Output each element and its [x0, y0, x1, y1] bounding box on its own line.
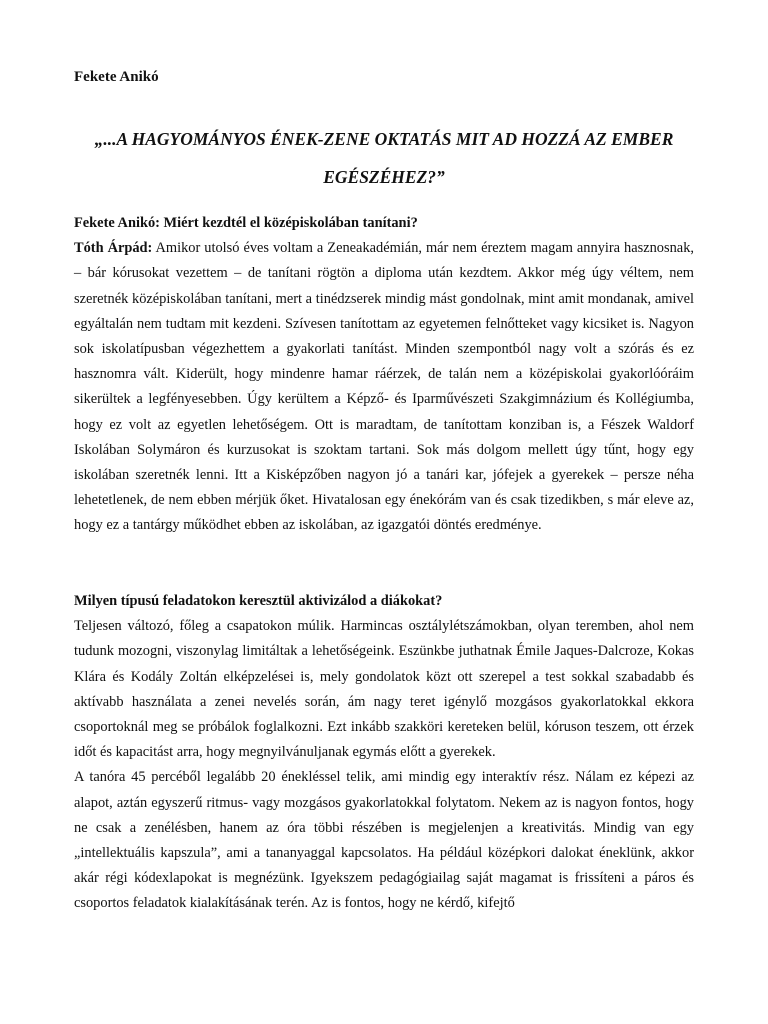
paragraph-3: A tanóra 45 percéből legalább 20 énekléssel telik, ami mindig egy interaktív rész. Nálam ez képezi az alapot, aztán egyszerű ritmus- vagy mozgásos gyakorlatokkal folytatom. Nekem az is nagyon fontos, hogy ne csak a zenélésben, hanem az óra többi részében is megjelenjen a kreativitás. Mindig van egy „intellektuális kapszula”, ami a tananyaggal kapcsolatos. Ha például középkori dalokat éneklünk, akkor akár régi kódexlapokat is megnézünk. Igyekszem pedagógiailag saját magamat is frissíteni a páros és csoportos feladatok kialakításának terén. Az is fontos, hogy ne kérdő, kifejtő — [74, 769, 694, 912]
answer-1-text: Amikor utolsó éves voltam a Zeneakadémián, már nem éreztem magam annyira hasznosnak, – bár kórusokat vezettem – de tanítani rögtön a diploma után kezdtem. Akkor még úgy véltem, nem szeretnék középiskolában tanítani, mert a tinédzserek mindig mást gondolnak, mint amit mondanak, amivel egyáltalán nem tudtam mit kezdeni. Szívesen tanítottam az egyetemen felnőtteket vagy kicsiket is. Nagyon sok iskolatípusban végezhettem a gyakorlati tanítást. Minden szempontból nagy volt a szórás és ez hasznomra vált. Kiderült, hogy mindenre hamar ráérzek, de talán nem a középiskolai gyakorlóóráim sikerültek a legfényesebben. Úgy kerültem a Képző- és Iparművészeti Szakgimnázium és Kollégiumba, hogy ez volt az egyetlen lehetőségem. Ott is maradtam, de tanítottam konziban is, a Fészek Waldorf Iskolában Solymáron és kurzusokat is szoktam tartani. Sok más dolgom mellett úgy tűnt, hogy egy iskolában szeretnék lenni. Itt a Kisképzőben nagyon jó a tanári kar, jófejek a gyerekek – persze néha lehetetlenek, de nem ebben mérjük őket. Hivatalosan egy énekórám van és csak tizedikben, s már eleve az, hogy ez a tantárgy működhet ebben az iskolában, az igazgatói döntés eredménye. — [74, 240, 694, 534]
speaker-label: Tóth Árpád: — [74, 240, 153, 257]
question-2: Milyen típusú feladatokon keresztül aktivizálod a diákokat? — [74, 593, 443, 609]
answer-1 — [74, 236, 694, 538]
article-title: „...A HAGYOMÁNYOS ÉNEK-ZENE OKTATÁS MIT AD HOZZÁ AZ EMBER EGÉSZÉHEZ?” — [94, 129, 674, 187]
section-1 — [74, 211, 694, 539]
paragraph-2: Teljesen változó, főleg a csapatokon múlik. Harmincas osztálylétszámokban, olyan teremben, ahol nem tudunk mozogni, viszonylag limitáltak a lehetőségeink. Eszünkbe juthatnak Émile Jaques-Dalcroze, Kokas Klára és Kodály Zoltán elképzelései is, mely gondolatok közt ott szerepel a test sokkal szabadabb és aktívabb használata a zenei nevelés során, ám nagy teret igénylő mozgásos gyakorlatokkal ekkora csoportoknál meg se próbálok foglalkozni. Ezt inkább szakköri kereteken belül, kóruson teszem, ott érzek időt és kapacitást arra, hogy megnyilvánuljanak egymás előtt a gyerekek. — [74, 618, 694, 761]
section-2 — [74, 589, 694, 917]
author-name: Fekete Anikó — [74, 69, 159, 85]
question-1: Fekete Anikó: Miért kezdtél el középiskolában tanítani? — [74, 215, 418, 231]
